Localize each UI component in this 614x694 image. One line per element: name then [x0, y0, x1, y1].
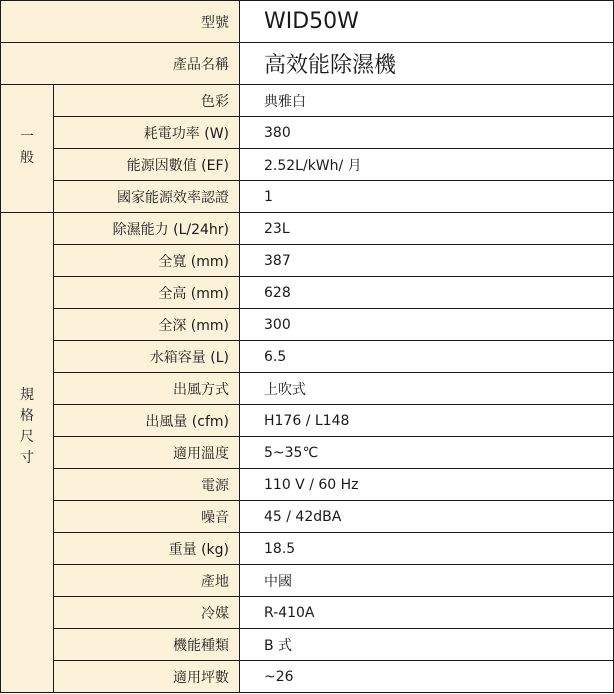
spec-row	[1, 437, 614, 469]
spec-value: 6.5	[240, 341, 614, 373]
group-specs-label: 規格尺寸	[20, 387, 34, 466]
spec-row	[1, 661, 614, 693]
spec-row	[1, 181, 614, 213]
spec-row	[1, 533, 614, 565]
spec-label: 出風方式	[54, 373, 240, 405]
spec-row	[1, 277, 614, 309]
spec-value: H176 / L148	[240, 405, 614, 437]
spec-row	[1, 341, 614, 373]
spec-value: 1	[240, 181, 614, 213]
spec-row	[1, 469, 614, 501]
model-value: WID50W	[240, 1, 614, 43]
spec-row	[1, 501, 614, 533]
spec-row	[1, 213, 614, 245]
spec-value: R-410A	[240, 597, 614, 629]
group-specs	[1, 213, 54, 693]
spec-row	[1, 565, 614, 597]
spec-label: 全寬 (mm)	[54, 245, 240, 277]
group-general	[1, 85, 54, 213]
spec-row	[1, 629, 614, 661]
spec-row	[1, 597, 614, 629]
product-name-label: 產品名稱	[1, 43, 240, 85]
spec-row	[1, 85, 614, 117]
spec-value: 23L	[240, 213, 614, 245]
spec-value: 45 / 42dBA	[240, 501, 614, 533]
spec-label: 全高 (mm)	[54, 277, 240, 309]
spec-value: 上吹式	[240, 373, 614, 405]
group-general-label: 一般	[20, 129, 34, 166]
spec-value: 387	[240, 245, 614, 277]
spec-value: 2.52L/kWh/ 月	[240, 149, 614, 181]
spec-value: 300	[240, 309, 614, 341]
product-name-value: 高效能除濕機	[240, 43, 614, 85]
spec-label: 全深 (mm)	[54, 309, 240, 341]
spec-value: ~26	[240, 661, 614, 693]
spec-label: 國家能源效率認證	[54, 181, 240, 213]
spec-label: 適用坪數	[54, 661, 240, 693]
spec-label: 冷媒	[54, 597, 240, 629]
spec-label: 耗電功率 (W)	[54, 117, 240, 149]
spec-value: 628	[240, 277, 614, 309]
spec-value: 典雅白	[240, 85, 614, 117]
model-row	[1, 1, 614, 43]
spec-label: 出風量 (cfm)	[54, 405, 240, 437]
spec-row	[1, 245, 614, 277]
spec-value: 380	[240, 117, 614, 149]
spec-label: 機能種類	[54, 629, 240, 661]
spec-label: 重量 (kg)	[54, 533, 240, 565]
spec-label: 色彩	[54, 85, 240, 117]
spec-row	[1, 373, 614, 405]
spec-row	[1, 117, 614, 149]
spec-label: 除濕能力 (L/24hr)	[54, 213, 240, 245]
spec-label: 水箱容量 (L)	[54, 341, 240, 373]
product-name-row	[1, 43, 614, 85]
spec-label: 電源	[54, 469, 240, 501]
spec-value: B 式	[240, 629, 614, 661]
spec-value: 110 V / 60 Hz	[240, 469, 614, 501]
spec-label: 適用溫度	[54, 437, 240, 469]
model-label: 型號	[1, 1, 240, 43]
spec-row	[1, 405, 614, 437]
spec-label: 能源因數值 (EF)	[54, 149, 240, 181]
spec-row	[1, 309, 614, 341]
spec-value: 18.5	[240, 533, 614, 565]
spec-label: 產地	[54, 565, 240, 597]
spec-row	[1, 149, 614, 181]
spec-label: 噪音	[54, 501, 240, 533]
spec-value: 中國	[240, 565, 614, 597]
spec-value: 5~35℃	[240, 437, 614, 469]
